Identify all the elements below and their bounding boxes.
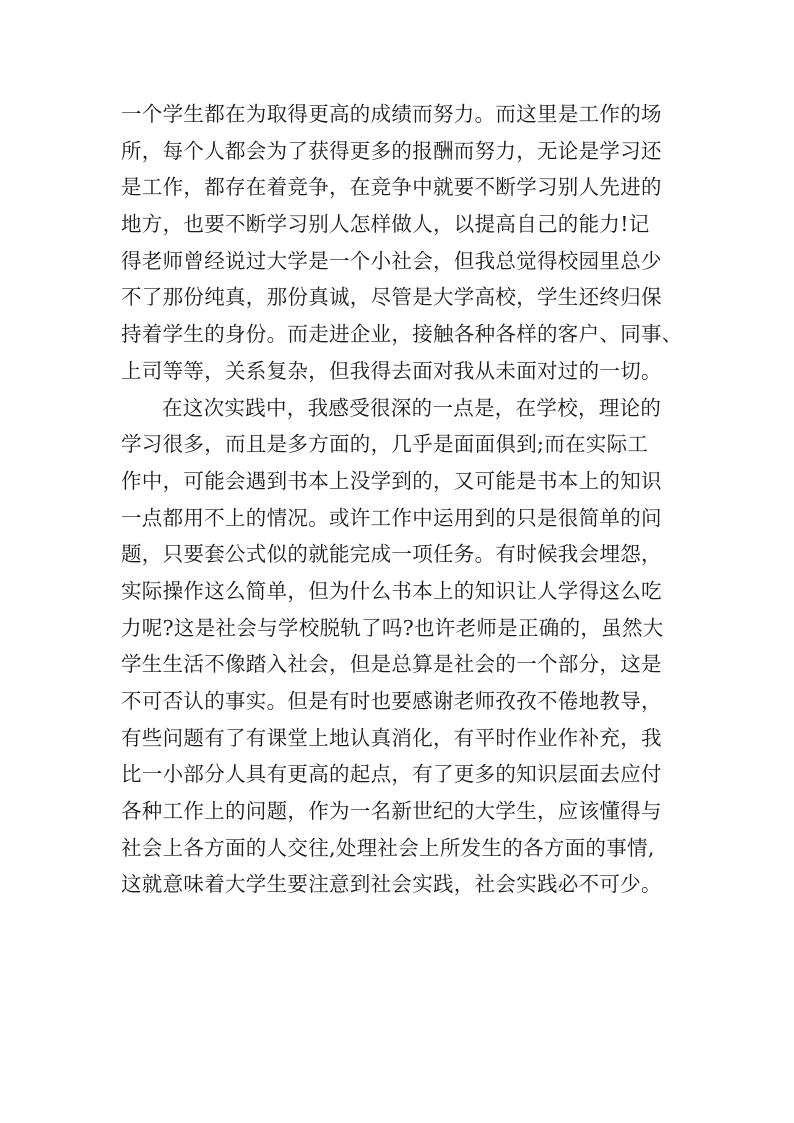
text-line-10: 学习很多，而且是多方面的，几乎是面面俱到;而在实际工 (121, 432, 649, 457)
text-line-13: 题，只要套公式似的就能完成一项任务。有时候我会埋怨， (121, 542, 662, 567)
text-line-2: 所，每个人都会为了获得更多的报酬而努力，无论是学习还 (121, 138, 662, 163)
text-line-11: 作中，可能会遇到书本上没学到的，又可能是书本上的知识 (121, 468, 662, 493)
text-line-12: 一点都用不上的情况。或许工作中运用到的只是很简单的问 (121, 505, 662, 530)
text-line-8: 上司等等，关系复杂，但我得去面对我从未面对过的一切。 (121, 358, 662, 383)
text-line-18: 有些问题有了有课堂上地认真消化，有平时作业作补充，我 (121, 725, 662, 750)
text-line-14: 实际操作这么简单，但为什么书本上的知识让人学得这么吃 (121, 578, 662, 603)
text-line-20: 各种工作上的问题，作为一名新世纪的大学生，应该懂得与 (121, 799, 662, 824)
text-line-5: 得老师曾经说过大学是一个小社会，但我总觉得校园里总少 (121, 248, 662, 273)
text-line-16: 学生生活不像踏入社会，但是总算是社会的一个部分，这是 (121, 652, 662, 677)
body-text (121, 96, 691, 903)
text-line-4: 地方，也要不断学习别人怎样做人，以提高自己的能力!记 (121, 212, 650, 237)
text-line-15: 力呢?这是社会与学校脱轨了吗?也许老师是正确的，虽然大 (121, 615, 664, 640)
text-line-7: 持着学生的身份。而走进企业，接触各种各样的客户、同事、 (121, 322, 683, 347)
text-line-6: 不了那份纯真，那份真诚，尽管是大学高校，学生还终归保 (121, 285, 662, 310)
text-line-17: 不可否认的事实。但是有时也要感谢老师孜孜不倦地教导， (121, 689, 662, 713)
text-line-1: 一个学生都在为取得更高的成绩而努力。而这里是工作的场 (121, 102, 662, 126)
text-line-19: 比一小部分人具有更高的起点，有了更多的知识层面去应付 (121, 762, 662, 787)
text-line-22: 这就意味着大学生要注意到社会实践，社会实践必不可少。 (121, 872, 662, 897)
text-line-21: 社会上各方面的人交往,处理社会上所发生的各方面的事情, (121, 835, 655, 860)
text-line-3: 是工作，都存在着竞争，在竞争中就要不断学习别人先进的 (121, 175, 662, 200)
paragraph-2-first-line: 在这次实践中，我感受很深的一点是，在学校，理论的 (162, 395, 662, 420)
